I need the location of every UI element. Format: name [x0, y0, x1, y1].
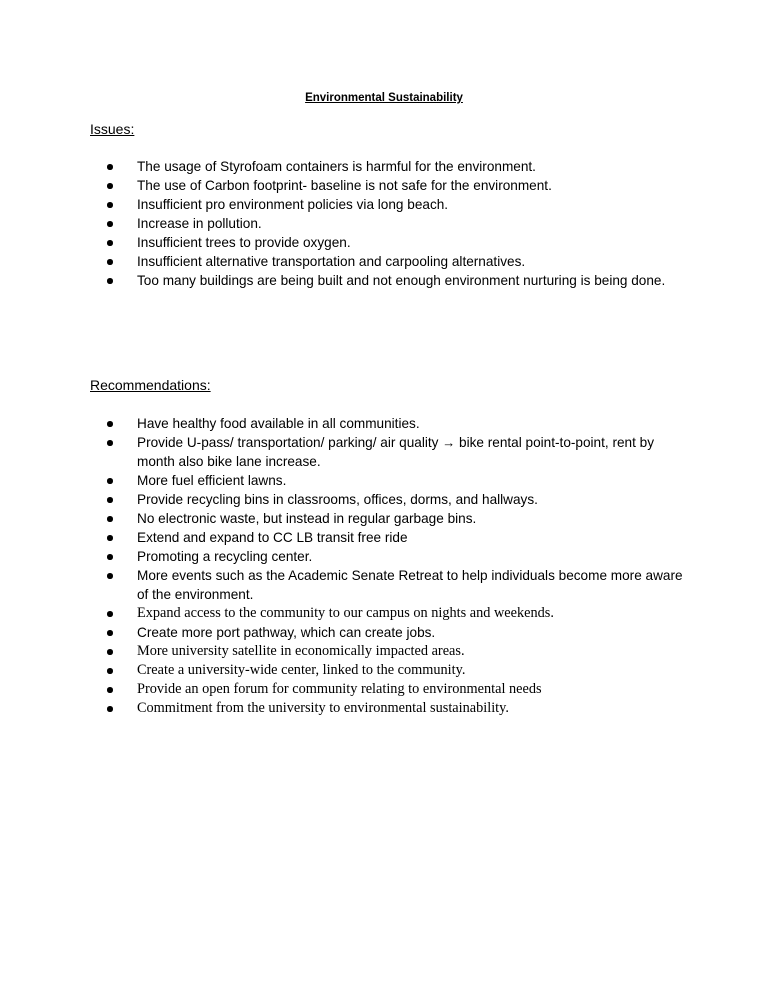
bullet-icon — [107, 649, 113, 655]
list-item-text: Create more port pathway, which can create jobs. — [137, 625, 436, 640]
list-item-text: Insufficient alternative transportation and carpooling alternatives. — [137, 254, 526, 269]
list-item — [90, 233, 690, 252]
list-item-text: Insufficient pro environment policies via long beach. — [137, 197, 449, 212]
list-item — [90, 157, 690, 176]
list-item-text: Too many buildings are being built and not enough environment nurturing is being done. — [137, 273, 666, 288]
bullet-icon — [107, 497, 113, 503]
list-item-text: Commitment from the university to environmental sustainability. — [137, 700, 509, 716]
list-item-text: Expand access to the community to our campus on nights and weekends. — [137, 605, 554, 621]
bullet-icon — [107, 278, 113, 284]
bullet-icon — [107, 573, 113, 579]
bullet-icon — [107, 221, 113, 227]
right-arrow-icon: → — [442, 435, 456, 450]
list-item — [90, 252, 690, 271]
bullet-icon — [107, 668, 113, 674]
list-item-text: No electronic waste, but instead in regular garbage bins. — [137, 511, 477, 526]
bullet-icon — [107, 611, 113, 617]
list-item — [90, 433, 690, 471]
list-item — [90, 509, 690, 528]
list-item — [90, 699, 690, 718]
list-item-text: Increase in pollution. — [137, 216, 262, 231]
bullet-icon — [107, 259, 113, 265]
list-item-text: Have healthy food available in all communities. — [137, 416, 420, 431]
document-title: Environmental Sustainability — [305, 92, 463, 104]
bullet-icon — [107, 687, 113, 693]
bullet-icon — [107, 240, 113, 246]
issues-heading: Issues: — [90, 121, 135, 137]
list-item-text: More events such as the Academic Senate Retreat to help individuals become more aware of the environment. — [137, 568, 683, 602]
bullet-icon — [107, 202, 113, 208]
list-item-text: Insufficient trees to provide oxygen. — [137, 235, 351, 250]
list-item-text-continuation: bike rental point-to-point, rent by month also bike lane increase. — [137, 435, 654, 469]
issues-list — [90, 157, 690, 290]
list-item-text: The usage of Styrofoam containers is harmful for the environment. — [137, 159, 536, 174]
list-item-text: More fuel efficient lawns. — [137, 473, 287, 488]
bullet-icon — [107, 164, 113, 170]
list-item — [90, 195, 690, 214]
recommendations-list — [90, 414, 690, 718]
list-item — [90, 566, 690, 604]
list-item-text: Provide U-pass/ transportation/ parking/ air quality — [137, 435, 439, 450]
list-item — [90, 271, 690, 290]
list-item — [90, 661, 690, 680]
bullet-icon — [107, 630, 113, 636]
list-item — [90, 214, 690, 233]
list-item — [90, 642, 690, 661]
bullet-icon — [107, 554, 113, 560]
bullet-icon — [107, 516, 113, 522]
list-item-text: Promoting a recycling center. — [137, 549, 313, 564]
bullet-icon — [107, 421, 113, 427]
list-item — [90, 176, 690, 195]
list-item-text: Create a university-wide center, linked to the community. — [137, 662, 466, 678]
list-item-text: Extend and expand to CC LB transit free ride — [137, 530, 408, 545]
list-item — [90, 547, 690, 566]
list-item — [90, 680, 690, 699]
recommendations-heading: Recommendations: — [90, 377, 211, 393]
list-item-text: Provide recycling bins in classrooms, offices, dorms, and hallways. — [137, 492, 538, 507]
bullet-icon — [107, 706, 113, 712]
list-item-text: More university satellite in economically impacted areas. — [137, 643, 465, 659]
list-item — [90, 623, 690, 642]
bullet-icon — [107, 440, 113, 446]
list-item — [90, 528, 690, 547]
bullet-icon — [107, 478, 113, 484]
list-item — [90, 490, 690, 509]
list-item — [90, 604, 690, 623]
bullet-icon — [107, 183, 113, 189]
list-item-text: The use of Carbon footprint- baseline is not safe for the environment. — [137, 178, 552, 193]
list-item-text: Provide an open forum for community relating to environmental needs — [137, 681, 542, 697]
list-item — [90, 471, 690, 490]
bullet-icon — [107, 535, 113, 541]
list-item — [90, 414, 690, 433]
